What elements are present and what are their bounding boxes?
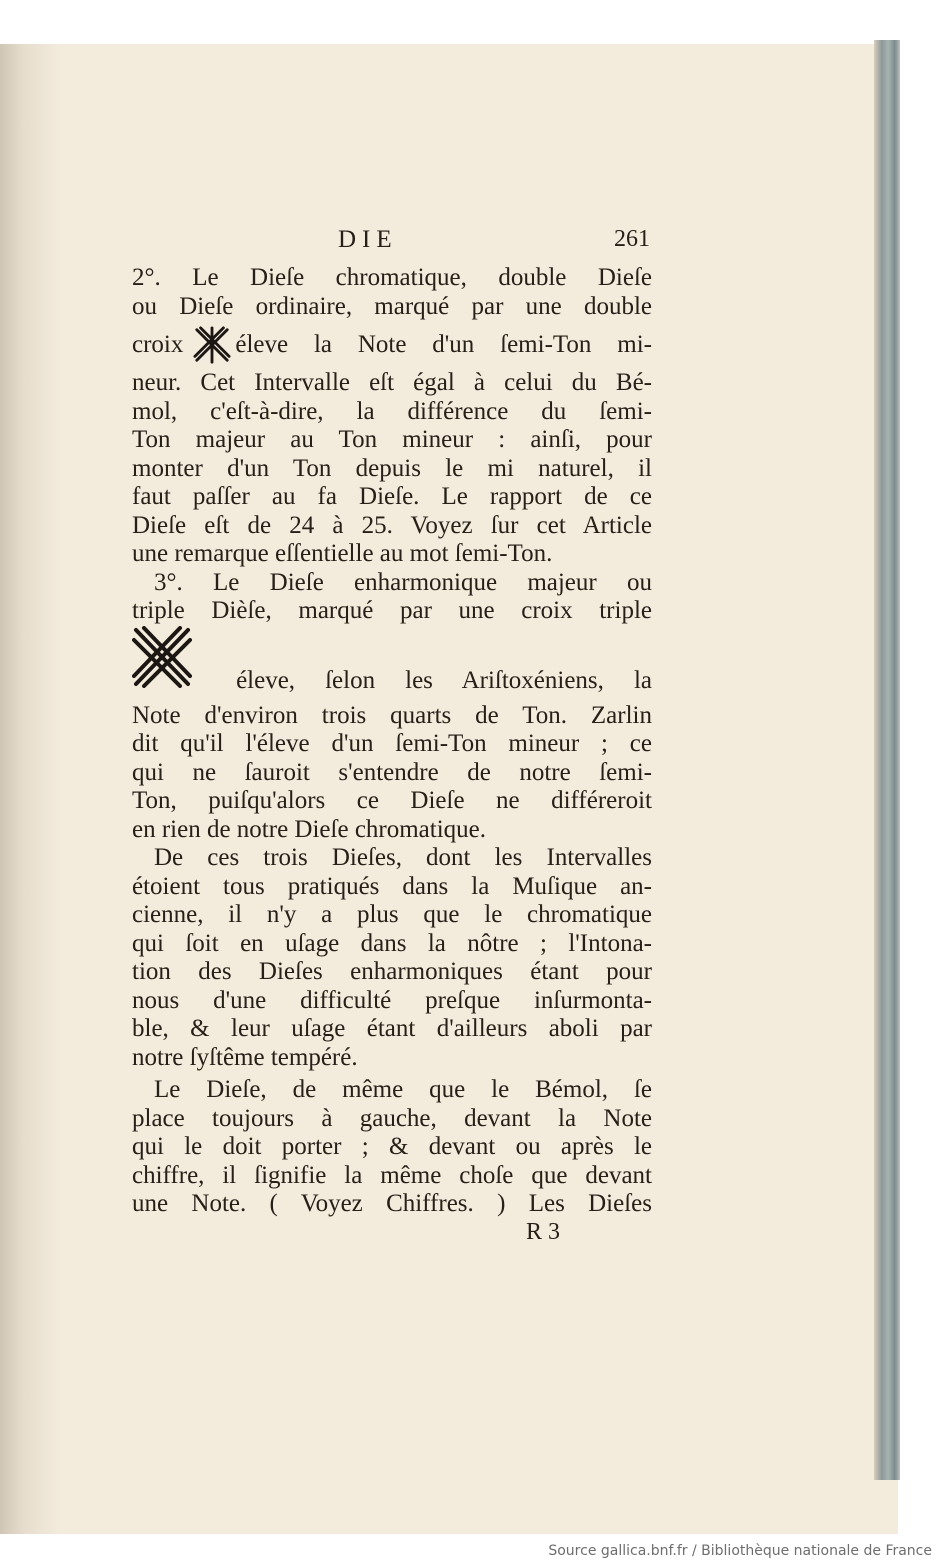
text-line: Dieſe eſt de 24 à 25. Voyez ſur cet Article [132, 511, 652, 539]
text-line: qui ſoit en uſage dans la nôtre ; l'Intona- [132, 929, 652, 957]
running-head-title: DIE [338, 226, 398, 253]
paragraph-2 [132, 569, 652, 845]
triple-sharp-icon [132, 626, 192, 688]
gutter-shadow [0, 44, 60, 1534]
text-line: 3°. Le Dieſe enharmonique majeur ou [154, 568, 652, 596]
symbol-prefix: croix [132, 331, 184, 358]
text-line: Le Dieſe, de même que le Bémol, ſe [154, 1076, 652, 1103]
text-line: ble, & leur uſage étant d'ailleurs aboli par [132, 1015, 652, 1042]
paragraph-4 [132, 1076, 652, 1219]
text-line: qui ne ſauroit s'entendre de notre ſemi- [132, 758, 652, 786]
text-line: faut paſſer au fa Dieſe. Le rapport de ce [132, 483, 652, 510]
source-footer [0, 1537, 942, 1566]
text-line: Ton, puiſqu'alors ce Dieſe ne différeroit [132, 787, 652, 814]
page-edge [874, 40, 900, 1480]
text-line: tion des Dieſes enharmoniques étant pour [132, 958, 652, 985]
text-line: monter d'un Ton depuis le mi naturel, il [132, 454, 652, 482]
text-line: Note d'environ trois quarts de Ton. Zarlin [132, 701, 652, 729]
text-line: notre ſyſtême tempéré. [132, 1043, 358, 1071]
text-line: éleve, ſelon les Ariſtoxéniens, la [236, 666, 653, 694]
running-header [132, 226, 652, 262]
text-line: dit qu'il l'éleve d'un ſemi-Ton mineur ; ce [132, 730, 652, 757]
double-sharp-icon [193, 326, 231, 364]
text-line: éleve la Note d'un ſemi-Ton mi- [235, 331, 652, 358]
text-line: 2°. Le Dieſe chromatique, double Dieſe [132, 264, 652, 291]
text-line: une Note. ( Voyez Chiffres. ) Les Dieſes [132, 1190, 652, 1217]
text-line-with-symbol [132, 321, 652, 369]
paragraph-3 [132, 844, 652, 1072]
text-block [132, 226, 652, 1245]
signature-mark: R 3 [525, 1218, 560, 1245]
text-line: Ton majeur au Ton mineur : ainſi, pour [132, 426, 652, 453]
paragraph-1 [132, 264, 652, 569]
text-line: étoient tous pratiqués dans la Muſique an- [132, 872, 652, 900]
text-line: cienne, il n'y a plus que le chromatique [132, 901, 652, 928]
text-line: chiffre, il ſignifie la même choſe que devant [132, 1161, 652, 1189]
text-line: ou Dieſe ordinaire, marqué par une double [132, 292, 652, 320]
text-line: qui le doit porter ; & devant ou après le [132, 1133, 652, 1160]
text-line: place toujours à gauche, devant la Note [132, 1104, 652, 1132]
text-line-with-symbol [132, 626, 652, 702]
text-line: nous d'une difficulté preſque inſurmonta- [132, 986, 652, 1014]
text-line: une remarque eſſentielle au mot ſemi-Ton. [132, 540, 553, 567]
text-line: mol, c'eſt-à-dire, la différence du ſemi- [132, 397, 652, 425]
text-line: De ces trois Dieſes, dont les Intervalles [154, 844, 652, 871]
text-line: neur. Cet Intervalle eſt égal à celui du Bé- [132, 369, 652, 396]
source-credit: Source gallica.bnf.fr / Bibliothèque nationale de France [548, 1543, 932, 1559]
text-line: en rien de notre Dieſe chromatique. [132, 815, 487, 843]
text-line: triple Dièſe, marqué par une croix triple [132, 597, 652, 624]
page-number: 261 [614, 226, 650, 252]
